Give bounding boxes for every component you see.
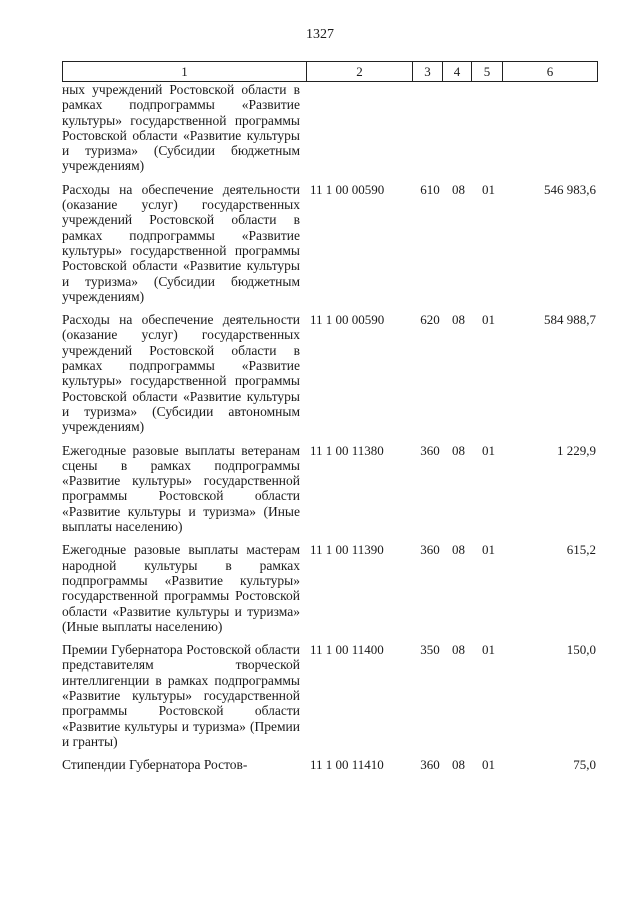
row-expense-type: 350 — [420, 642, 440, 658]
row-amount: 150,0 — [566, 642, 596, 658]
row-section: 08 — [452, 442, 465, 458]
row-section: 08 — [452, 542, 465, 558]
row-amount: 615,2 — [566, 542, 596, 558]
table-row — [62, 443, 598, 535]
row-amount: 1 229,9 — [557, 442, 596, 458]
header-col-1: 1 — [63, 62, 307, 81]
row-amount: 75,0 — [573, 757, 596, 773]
row-code: 11 1 00 11390 — [310, 542, 384, 558]
row-expense-type: 620 — [420, 312, 440, 328]
row-expense-type: 360 — [420, 757, 440, 773]
row-description: ных учреждений Ростовской области в рамках подпрограммы «Развитие культуры» государственной программы Ростовской области «Развитие культуры и туризма» (Субсидии бюджетным учреждениям) — [62, 82, 300, 174]
header-col-3: 3 — [413, 62, 443, 81]
row-section: 08 — [452, 642, 465, 658]
row-description: Ежегодные разовые выплаты мастерам народной культуры в рамках подпрограммы «Развитие культуры» государственной программы Ростовской области «Развитие культуры и туризма» (Иные выплаты населению) — [62, 542, 300, 634]
row-expense-type: 360 — [420, 542, 440, 558]
row-subsection — [473, 82, 504, 174]
row-description: Стипендии Губернатора Ростов- — [62, 757, 248, 773]
budget-table — [62, 61, 598, 772]
row-section: 08 — [452, 312, 465, 328]
row-subsection: 01 — [482, 757, 495, 773]
row-code: 11 1 00 00590 — [310, 181, 385, 197]
table-row — [62, 757, 598, 772]
row-subsection: 01 — [482, 542, 495, 558]
row-amount: 584 988,7 — [544, 312, 596, 328]
row-section: 08 — [452, 757, 465, 773]
row-code — [306, 82, 416, 174]
row-code: 11 1 00 11400 — [310, 642, 384, 658]
row-subsection: 01 — [482, 642, 495, 658]
row-subsection: 01 — [482, 181, 495, 197]
row-amount: 546 983,6 — [544, 181, 596, 197]
table-row — [62, 642, 598, 749]
row-subsection: 01 — [482, 312, 495, 328]
row-description: Расходы на обеспечение деятельности (оказание услуг) государственных учреждений Ростовской области в рамках подпрограммы «Развитие культуры» государственной программы Ростовской области «Развитие культуры и туризма» (Субсидии автономным учреждениям) — [62, 312, 300, 435]
row-expense-type: 360 — [420, 442, 440, 458]
row-expense-type — [416, 82, 444, 174]
row-section: 08 — [452, 181, 465, 197]
row-amount — [504, 82, 598, 174]
row-section — [444, 82, 473, 174]
row-subsection: 01 — [482, 442, 495, 458]
header-col-2: 2 — [307, 62, 413, 81]
table-row — [62, 542, 598, 634]
header-col-4: 4 — [443, 62, 472, 81]
table-row — [62, 82, 598, 174]
table-header-row — [62, 61, 598, 82]
row-description: Ежегодные разовые выплаты ветеранам сцены в рамках подпрограммы «Развитие культуры» государственной программы Ростовской области «Развитие культуры и туризма» (Иные выплаты населению) — [62, 442, 300, 535]
row-code: 11 1 00 11410 — [310, 757, 384, 773]
header-col-6: 6 — [546, 64, 554, 79]
header-col-5: 5 — [472, 62, 503, 81]
row-code: 11 1 00 11380 — [310, 442, 384, 458]
row-description: Премии Губернатора Ростовской области представителям творческой интеллигенции в рамках подпрограммы «Развитие культуры» государственной программы Ростовской области «Развитие культуры и туризма» (Премии и гранты) — [62, 642, 300, 749]
page-number: 1327 — [306, 27, 334, 42]
table-row — [62, 312, 598, 434]
row-code: 11 1 00 00590 — [310, 312, 385, 328]
row-description: Расходы на обеспечение деятельности (оказание услуг) государственных учреждений Ростовской области в рамках подпрограммы «Развитие культуры» государственной программы Ростовской области «Развитие культуры и туризма» (Субсидии бюджетным учреждениям) — [62, 181, 300, 304]
table-row — [62, 182, 598, 304]
row-expense-type: 610 — [420, 181, 440, 197]
